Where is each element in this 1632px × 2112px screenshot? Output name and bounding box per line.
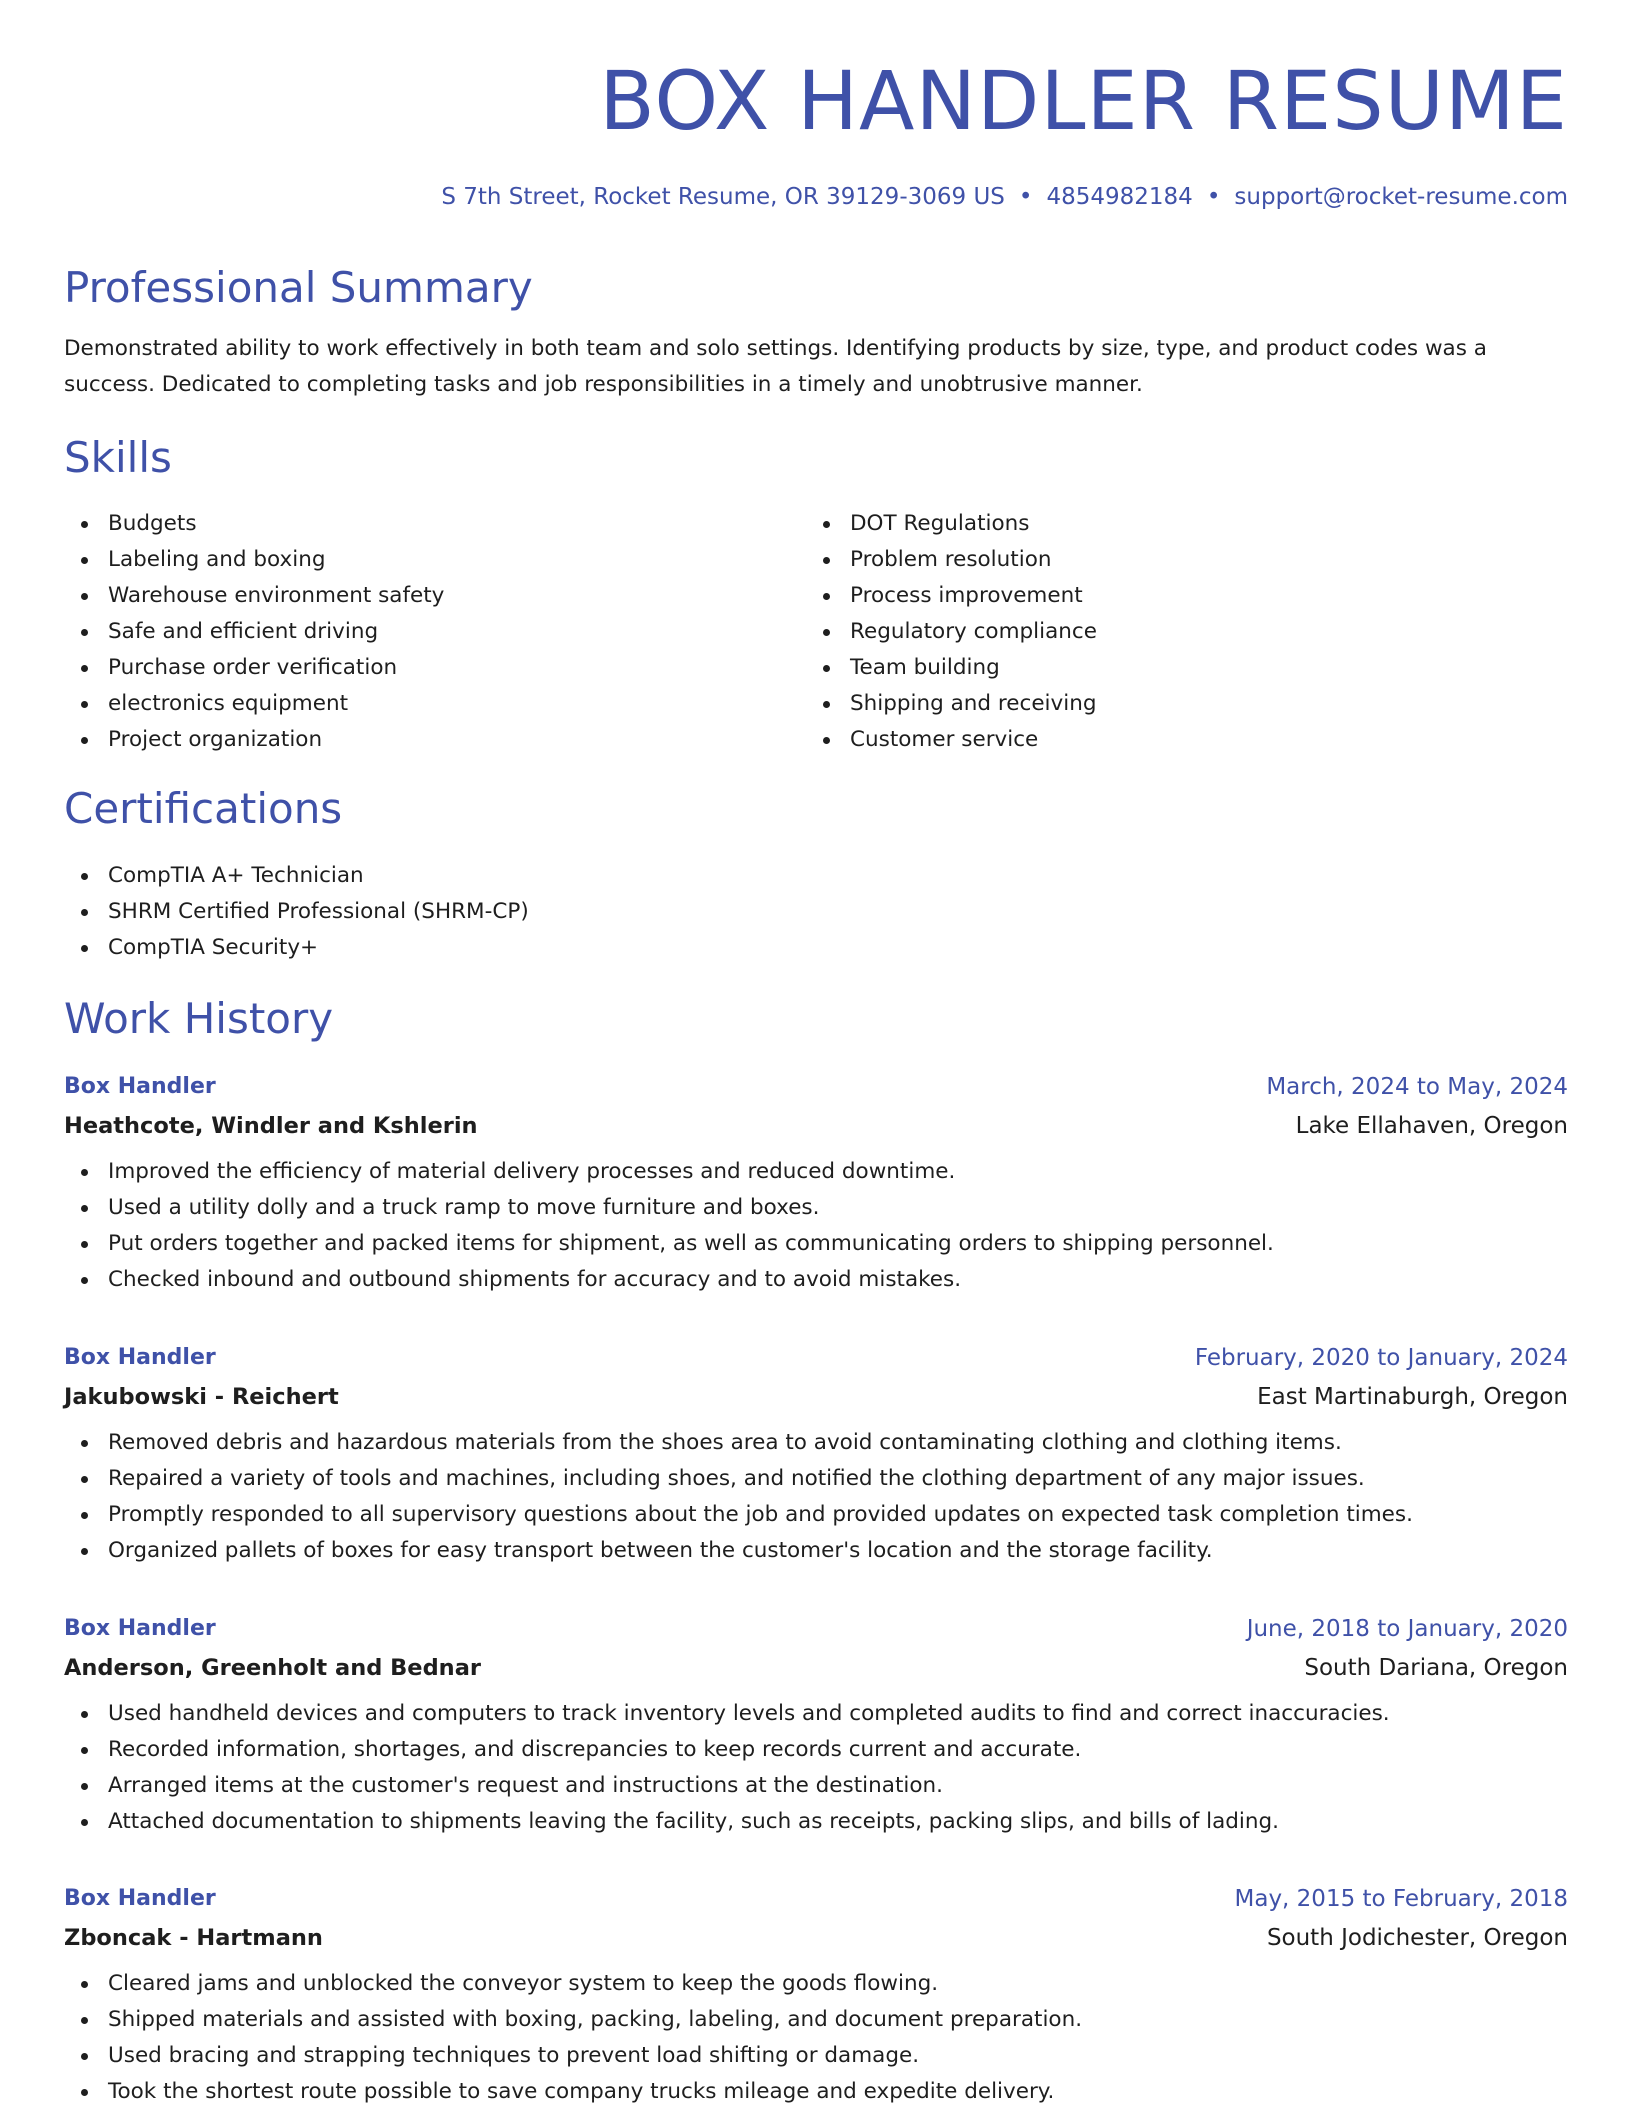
job-bullet: Improved the efficiency of material delivery processes and reduced downtime.: [108, 1154, 1568, 1190]
contact-separator: •: [1018, 184, 1033, 210]
certification-item: CompTIA A+ Technician: [108, 858, 529, 894]
job-dates: March, 2024 to May, 2024: [1266, 1074, 1568, 1100]
certifications-heading: Certifications: [64, 784, 343, 833]
job-bullet: Promptly responded to all supervisory questions about the job and provided updates on expected task completion times.: [108, 1497, 1568, 1533]
job-company: Jakubowski - Reichert: [64, 1384, 339, 1410]
skills-list-right: [806, 506, 1097, 758]
job-bullet: Took the shortest route possible to save company trucks mileage and expedite delivery.: [108, 2074, 1568, 2110]
job-company: Zboncak - Hartmann: [64, 1925, 323, 1951]
job-bullets: [64, 1966, 1568, 2110]
job-bullet: Shipped materials and assisted with boxing, packing, labeling, and document preparation.: [108, 2002, 1568, 2038]
job-entry: [64, 1610, 1568, 1840]
skill-item: electronics equipment: [108, 686, 444, 722]
certifications-list: [64, 858, 529, 966]
skill-item: DOT Regulations: [850, 506, 1097, 542]
job-bullets: [64, 1154, 1568, 1298]
job-bullet: Recorded information, shortages, and discrepancies to keep records current and accurate.: [108, 1732, 1568, 1768]
job-bullet: Put orders together and packed items for shipment, as well as communicating orders to shipping personnel.: [108, 1226, 1568, 1262]
skill-item: Budgets: [108, 506, 444, 542]
job-bullet: Checked inbound and outbound shipments for accuracy and to avoid mistakes.: [108, 1262, 1568, 1298]
certification-item: CompTIA Security+: [108, 930, 529, 966]
skill-item: Labeling and boxing: [108, 542, 444, 578]
job-company: Heathcote, Windler and Kshlerin: [64, 1113, 478, 1139]
skill-item: Safe and efficient driving: [108, 614, 444, 650]
skills-heading: Skills: [64, 433, 172, 482]
job-title: Box Handler: [64, 1886, 216, 1911]
job-entry: [64, 1068, 1568, 1298]
job-location: East Martinaburgh, Oregon: [1257, 1384, 1568, 1410]
certification-item: SHRM Certified Professional (SHRM-CP): [108, 894, 529, 930]
skill-item: Team building: [850, 650, 1097, 686]
skill-item: Shipping and receiving: [850, 686, 1097, 722]
job-bullets: [64, 1696, 1568, 1840]
skill-item: Customer service: [850, 722, 1097, 758]
summary-heading: Professional Summary: [64, 263, 533, 312]
job-bullets: [64, 1425, 1568, 1569]
job-bullet: Arranged items at the customer's request and instructions at the destination.: [108, 1768, 1568, 1804]
resume-title: BOX HANDLER RESUME: [599, 55, 1568, 149]
job-entry: [64, 1339, 1568, 1569]
skill-item: Regulatory compliance: [850, 614, 1097, 650]
job-dates: May, 2015 to February, 2018: [1234, 1886, 1568, 1912]
skill-item: Process improvement: [850, 578, 1097, 614]
job-dates: February, 2020 to January, 2024: [1194, 1345, 1568, 1371]
job-bullet: Repaired a variety of tools and machines, including shoes, and notified the clothing department of any major issues.: [108, 1461, 1568, 1497]
skill-item: Project organization: [108, 722, 444, 758]
contact-email[interactable]: support@rocket-resume.com: [1234, 184, 1568, 210]
summary-text: Demonstrated ability to work effectively in both team and solo settings. Identifying products by size, type, and product codes was a success. Dedicated to completing tasks and job responsibilities in a timely and unobtrusive manner.: [64, 336, 1487, 397]
work-history-heading: Work History: [64, 994, 334, 1043]
contact-separator: •: [1206, 184, 1221, 210]
job-bullet: Used bracing and strapping techniques to prevent load shifting or damage.: [108, 2038, 1568, 2074]
skill-item: Warehouse environment safety: [108, 578, 444, 614]
job-company: Anderson, Greenholt and Bednar: [64, 1655, 481, 1681]
skill-item: Purchase order verification: [108, 650, 444, 686]
job-entry: [64, 1880, 1568, 2110]
job-bullet: Attached documentation to shipments leaving the facility, such as receipts, packing slips, and bills of lading.: [108, 1804, 1568, 1840]
job-bullet: Organized pallets of boxes for easy transport between the customer's location and the storage facility.: [108, 1533, 1568, 1569]
contact-line: [441, 180, 1568, 214]
job-title: Box Handler: [64, 1616, 216, 1641]
job-dates: June, 2018 to January, 2020: [1246, 1616, 1568, 1642]
job-title: Box Handler: [64, 1074, 216, 1099]
job-location: South Dariana, Oregon: [1304, 1655, 1568, 1681]
job-bullet: Used handheld devices and computers to track inventory levels and completed audits to find and correct inaccuracies.: [108, 1696, 1568, 1732]
job-location: Lake Ellahaven, Oregon: [1295, 1113, 1568, 1139]
job-bullet: Removed debris and hazardous materials from the shoes area to avoid contaminating clothing and clothing items.: [108, 1425, 1568, 1461]
job-title: Box Handler: [64, 1345, 216, 1370]
skills-list-left: [64, 506, 444, 758]
job-bullet: Cleared jams and unblocked the conveyor system to keep the goods flowing.: [108, 1966, 1568, 2002]
skill-item: Problem resolution: [850, 542, 1097, 578]
contact-address: S 7th Street, Rocket Resume, OR 39129-3069 US: [441, 184, 1005, 210]
job-location: South Jodichester, Oregon: [1266, 1925, 1568, 1951]
contact-phone: 4854982184: [1046, 184, 1193, 210]
job-bullet: Used a utility dolly and a truck ramp to move furniture and boxes.: [108, 1190, 1568, 1226]
